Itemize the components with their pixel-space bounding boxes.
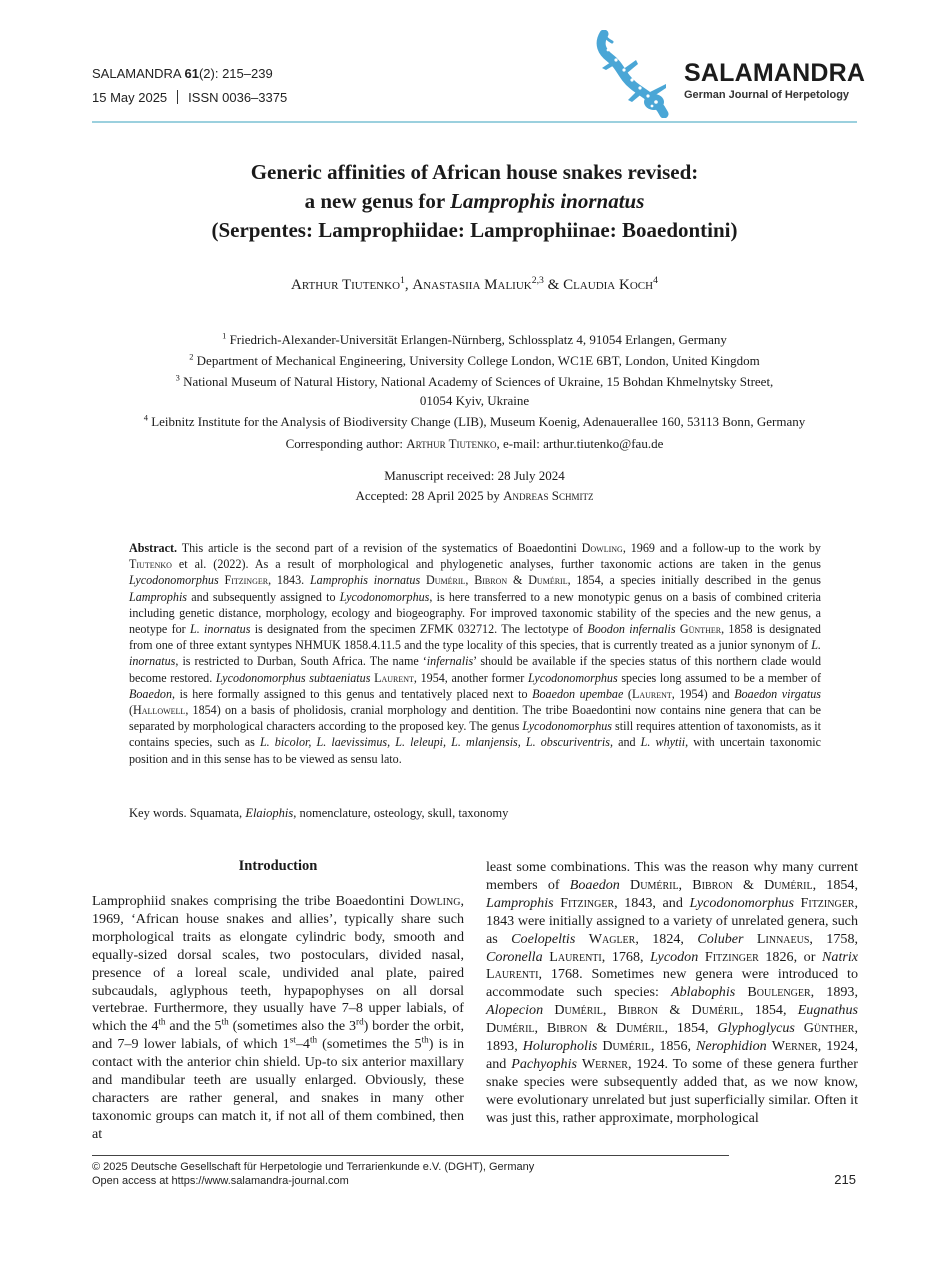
affiliations xyxy=(92,330,857,433)
corresponding-author: Corresponding author: Arthur Tiutenko, e-mail: arthur.tiutenko@fau.de xyxy=(285,436,664,451)
publication-date: 15 May 2025 xyxy=(92,90,168,105)
issn: ISSN 0036–3375 xyxy=(188,90,288,105)
paper-title xyxy=(92,158,857,245)
open-access-link[interactable]: Open access at https://www.salamandra-journal.com xyxy=(92,1175,349,1187)
corresponding-email: , e-mail: arthur.tiutenko@fau.de xyxy=(496,436,664,451)
abstract-label: Abstract. xyxy=(129,541,178,555)
meta-separator xyxy=(177,90,178,104)
title-line-2: a new genus for Lamprophis inornatus xyxy=(304,189,645,213)
brand-name: SALAMANDRA xyxy=(684,59,866,87)
author-2: Anastasiia Maliuk xyxy=(412,277,532,293)
body-column-right: least some combinations. This was the reason why many current members of Boaedon Duméril, Bibron & Duméril, 1854, Lamprophis Fitzinger, 1843, and Lycodonomorphus Fitzinger, 1843 were initially assigned to a variety of unrelated genera, such as Coelopeltis Wagler, 1824, Coluber Linnaeus, 1758, Coronella Laurenti, 1768, Lycodon Fitzinger 1826, or Natrix Laurenti, 1768. Sometimes new genera were introduced to accommodate such species: Ablabophis Boulenger, 1893, Alopecion Duméril, Bibron & Duméril, 1854, Eugnathus Duméril, Bibron & Duméril, 1854, Glyphoglycus Günther, 1893, Holuropholis Duméril, 1856, Nerophidion Werner, 1924, and Pachyophis Werner, 1924. To some of these genera further snake species were subsequently added that, as we now know, were evolutionary unrelated but just superficially similar. Often it was just this, rather approximate, morphological xyxy=(486,859,859,1126)
affiliation-3-cont: 01054 Kyiv, Ukraine xyxy=(419,393,530,408)
journal-brand xyxy=(684,58,865,102)
brand-subtitle: German Journal of Herpetology xyxy=(684,89,850,101)
affiliation-2: $^2$ Department of Mechanical Engineering, University College London, WC1E 6BT, London, United Kingdom xyxy=(189,351,760,368)
section-heading-introduction: Introduction xyxy=(238,858,318,874)
abstract: Abstract. This article is the second part of a revision of the systematics of Boaedontini Dowling, 1969 and a follow-up to the work by Tiutenko et al. (2022). As a result of morphological and phylogenetic analyses, further taxonomic actions are taken in the genus Lycodonomorphus Fitzinger, 1843. Lamprophis inornatus Duméril, Bibron & Duméril, 1854, a species initially described in the genus Lamprophis and subsequently assigned to Lycodonomorphus, is here transferred to a new monotypic genus on a basis of combined criteria including genetic distance, morphology, ecology and biogeography. For improved taxonomic stability of the species and the new genus, a neotype for L. inornatus is designated from the specimen ZFMK 032712. The lectotype of Boodon infernalis Günther, 1858 is designated from one of three extant syntypes NHMUK 1858.4.11.5 and the type locality of this species, that is currently treated as a junior synonym of L. inornatus, is restricted to Durban, South Africa. The name ‘infernalis’ should be available if the species status of this northern clade would become restored. Lycodonomorphus subtaeniatus Laurent, 1954, another former Lycodonomorphus species long assumed to be a member of Boaedon, is here formally assigned to this genus and tentatively placed next to Boaedon upembae (Laurent, 1954) and Boaedon virgatus (Hallowell, 1854) on a basis of pholidosis, cranial morphology and dentition. The tribe Boaedontini now contains nine genera that can be separated by morphological characters according to the proposed key. The genus Lycodonomorphus still requires attention of taxonomists, as it contains species, such as L. bicolor, L. laevissimus, L. leleupi, L. mlanjensis, L. obscuriventris, and L. whytii, with uncertain taxonomic position and in this sense has to be viewed as sensu lato. xyxy=(129,541,821,766)
author-3: Claudia Koch xyxy=(563,277,654,293)
journal-name: SALAMANDRA xyxy=(92,66,181,81)
manuscript-dates xyxy=(92,466,857,506)
journal-meta xyxy=(92,62,287,110)
footer-divider xyxy=(92,1155,729,1156)
author-list: Arthur Tiutenko$^1$, Anastasiia Maliuk$^{2,3}$ & Claudia Koch$^4$ xyxy=(291,275,658,293)
accepted-date: Accepted: 28 April 2025 by Andreas Schmitz xyxy=(355,488,594,503)
affiliation-1: $^1$ Friedrich-Alexander-Universität Erlangen-Nürnberg, Schlossplatz 4, 91054 Erlangen, Germany xyxy=(222,330,727,347)
affiliation-4: $^4$ Leibnitz Institute for the Analysis of Biodiversity Change (LIB), Museum Koenig, Adenauerallee 160, 53113 Bonn, Germany xyxy=(143,412,806,429)
journal-citation xyxy=(92,62,287,86)
keywords: Key words. Squamata, Elaiophis, nomenclature, osteology, skull, taxonomy xyxy=(129,806,509,820)
copyright-notice: © 2025 Deutsche Gesellschaft für Herpetologie und Terrarienkunde e.V. (DGHT), Germany xyxy=(92,1161,535,1173)
footer xyxy=(92,1160,534,1188)
body-column-left: Lamprophiid snakes comprising the tribe Boaedontini Dowling, 1969, ‘African house snakes and allies’, typically share such morphological traits as elongate cylindric body, smooth and equally-sized dorsal scales, two postoculars, divided nasal, presence of a loreal scale, undivided anal plate, paired subcaudals, aglyphous teeth, hypapophyses on all dorsal vertebrae. Furthermore, they usually have 7–8 upper labials, of which the 4th and the 5th (sometimes also the 3rd) border the orbit, and 7–9 lower labials, of which 1st–4th (sometimes the 5th) is in contact with the anterior chin shield. Up-to six anterior maxillary and mandibular teeth are usually enlarged. Obviously, these characters are rather general, and snakes in many other taxonomic groups can match it, if not all of them combined, then at xyxy=(92,893,464,1142)
received-date: Manuscript received: 28 July 2024 xyxy=(384,468,565,483)
salamander-logo-icon xyxy=(596,30,678,118)
author-1: Arthur Tiutenko xyxy=(291,277,401,293)
journal-volume: 61 xyxy=(184,66,199,81)
affiliation-3: $^3$ National Museum of Natural History, National Academy of Sciences of Ukraine, 15 Bohdan Khmelnytsky Street, xyxy=(175,372,774,389)
journal-date-issn xyxy=(92,86,287,110)
title-line-3: (Serpentes: Lamprophiidae: Lamprophiinae: Boaedontini) xyxy=(211,218,738,242)
header-divider xyxy=(92,121,857,123)
page-number: 215 xyxy=(834,1172,856,1187)
title-line-1: Generic affinities of African house snakes revised: xyxy=(250,160,699,184)
journal-issue-pages: (2): 215–239 xyxy=(198,66,273,81)
